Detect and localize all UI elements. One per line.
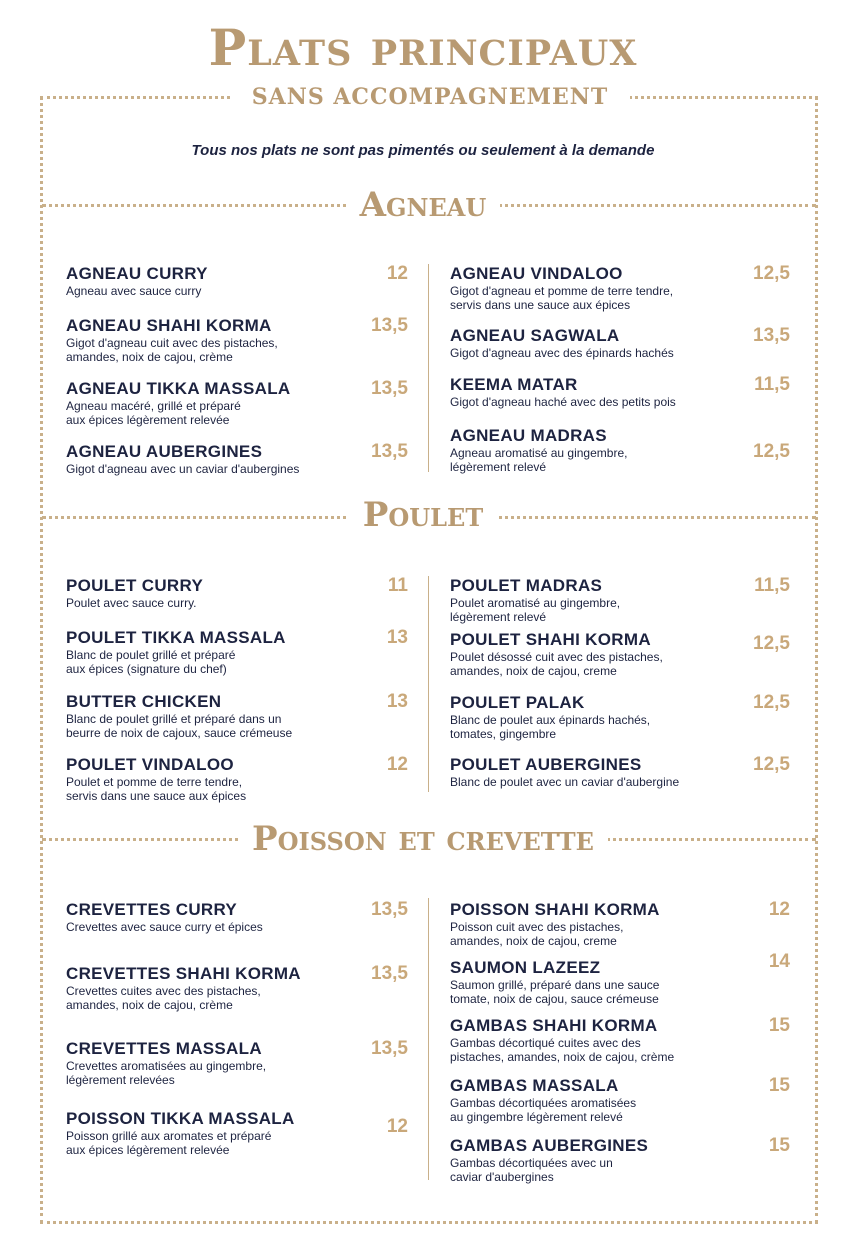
menu-item-price: 13 bbox=[386, 627, 408, 648]
menu-item-price: 11,5 bbox=[754, 374, 790, 395]
menu-item-name: AGNEAU AUBERGINES bbox=[66, 442, 263, 461]
menu-item-name: POISSON SHAHI KORMA bbox=[450, 900, 660, 919]
menu-item-price: 15 bbox=[768, 1015, 790, 1036]
menu-item bbox=[450, 958, 659, 1006]
menu-item-name: POULET CURRY bbox=[66, 576, 204, 595]
column-divider bbox=[428, 264, 429, 472]
menu-item bbox=[66, 1039, 266, 1087]
menu-item-price: 13,5 bbox=[371, 963, 408, 984]
menu-item-description: Agneau avec sauce curry bbox=[66, 284, 202, 298]
menu-item-description: Poisson cuit avec des pistaches, bbox=[450, 920, 624, 934]
menu-item-price: 13,5 bbox=[753, 325, 790, 346]
menu-item-description: aux épices légèrement relevée bbox=[66, 413, 230, 427]
menu-item-name: KEEMA MATAR bbox=[450, 375, 578, 394]
menu-item-description: Gambas décortiquées avec un bbox=[450, 1156, 613, 1170]
menu-item bbox=[66, 692, 292, 740]
menu-item-price: 13,5 bbox=[371, 899, 408, 920]
menu-item-description: tomates, gingembre bbox=[450, 727, 557, 741]
menu-item bbox=[450, 426, 627, 474]
menu-item bbox=[66, 576, 203, 610]
menu-item-name: AGNEAU SAGWALA bbox=[450, 326, 620, 345]
menu-item-price: 12,5 bbox=[753, 754, 790, 775]
menu-item-description: Blanc de poulet grillé et préparé dans un bbox=[66, 712, 282, 726]
menu-item bbox=[66, 442, 299, 476]
menu-item-name: POULET MADRAS bbox=[450, 576, 603, 595]
menu-item-price: 12,5 bbox=[753, 441, 790, 462]
menu-item-price: 12 bbox=[386, 754, 408, 775]
menu-item-name: AGNEAU MADRAS bbox=[450, 426, 607, 445]
menu-item-description: légèrement relevé bbox=[450, 460, 547, 474]
menu-item-name: POULET AUBERGINES bbox=[450, 755, 642, 774]
menu-item bbox=[66, 900, 263, 934]
menu-item-price: 14 bbox=[768, 951, 790, 972]
menu-item-price: 12,5 bbox=[753, 263, 790, 284]
menu-item-name: AGNEAU TIKKA MASSALA bbox=[66, 379, 291, 398]
menu-item-price: 15 bbox=[768, 1135, 790, 1156]
menu-item-description: Poulet aromatisé au gingembre, bbox=[450, 596, 621, 610]
menu-item-description: Gigot d'agneau avec des épinards hachés bbox=[450, 346, 674, 360]
menu-item bbox=[450, 264, 673, 312]
menu-item-price: 13,5 bbox=[371, 315, 408, 336]
menu-item-description: beurre de noix de cajoux, sauce crémeuse bbox=[66, 726, 293, 740]
menu-item-price: 13 bbox=[386, 691, 408, 712]
menu-item bbox=[66, 316, 278, 364]
menu-item-description: Gigot d'agneau et pomme de terre tendre, bbox=[450, 284, 674, 298]
menu-item-price: 11 bbox=[387, 575, 408, 596]
menu-item-description: aux épices légèrement relevée bbox=[66, 1143, 230, 1157]
menu-item bbox=[450, 326, 674, 360]
menu-item bbox=[66, 1109, 295, 1157]
menu-item-price: 11,5 bbox=[754, 575, 790, 596]
section-title-poulet: Poulet bbox=[0, 494, 846, 536]
menu-item-description: Crevettes avec sauce curry et épices bbox=[66, 920, 263, 934]
menu-item-description: Saumon grillé, préparé dans une sauce bbox=[450, 978, 660, 992]
menu-item-description: Blanc de poulet avec un caviar d'aubergine bbox=[450, 775, 680, 789]
menu-item-description: amandes, noix de cajou, crème bbox=[66, 998, 233, 1012]
menu-item-price: 13,5 bbox=[371, 441, 408, 462]
menu-item-description: Crevettes cuites avec des pistaches, bbox=[66, 984, 261, 998]
menu-item-name: GAMBAS SHAHI KORMA bbox=[450, 1016, 658, 1035]
column-divider bbox=[428, 898, 429, 1180]
menu-item-description: Gigot d'agneau avec un caviar d'aubergines bbox=[66, 462, 300, 476]
menu-item-description: Crevettes aromatisées au gingembre, bbox=[66, 1059, 267, 1073]
menu-item-name: GAMBAS MASSALA bbox=[450, 1076, 619, 1095]
menu-item-name: POISSON TIKKA MASSALA bbox=[66, 1109, 295, 1128]
menu-item bbox=[450, 693, 650, 741]
menu-item-price: 12 bbox=[768, 899, 790, 920]
menu-item-price: 15 bbox=[768, 1075, 790, 1096]
menu-item-name: CREVETTES SHAHI KORMA bbox=[66, 964, 301, 983]
menu-item-description: pistaches, amandes, noix de cajou, crème bbox=[450, 1050, 675, 1064]
menu-item bbox=[66, 628, 286, 676]
menu-item bbox=[66, 964, 301, 1012]
menu-item-description: servis dans une sauce aux épices bbox=[450, 298, 631, 312]
menu-item-price: 12 bbox=[386, 263, 408, 284]
menu-item-name: POULET SHAHI KORMA bbox=[450, 630, 651, 649]
page-title: Plats principaux bbox=[208, 18, 638, 77]
menu-item-name: CREVETTES MASSALA bbox=[66, 1039, 262, 1058]
menu-item-description: au gingembre légèrement relevé bbox=[450, 1110, 623, 1124]
menu-item bbox=[450, 755, 679, 789]
menu-item bbox=[450, 576, 620, 624]
menu-item-description: caviar d'aubergines bbox=[450, 1170, 554, 1184]
section-title-poisson: Poisson et crevette bbox=[0, 818, 846, 860]
menu-item-description: tomate, noix de cajou, sauce crémeuse bbox=[450, 992, 659, 1006]
menu-item-name: BUTTER CHICKEN bbox=[66, 692, 222, 711]
menu-item-description: Blanc de poulet aux épinards hachés, bbox=[450, 713, 651, 727]
menu-item-description: Agneau macéré, grillé et préparé bbox=[66, 399, 241, 413]
menu-item-description: aux épices (signature du chef) bbox=[66, 662, 227, 676]
section-title-agneau: Agneau bbox=[0, 184, 846, 226]
menu-item-price: 13,5 bbox=[371, 378, 408, 399]
page-subtitle: SANS ACCOMPAGNEMENT bbox=[230, 82, 630, 112]
menu-item-description: Blanc de poulet grillé et préparé bbox=[66, 648, 236, 662]
menu-item bbox=[450, 900, 660, 948]
menu-item-name: POULET TIKKA MASSALA bbox=[66, 628, 286, 647]
menu-item-price: 12,5 bbox=[753, 633, 790, 654]
menu-item-description: légèrement relevé bbox=[450, 610, 547, 624]
menu-item-description: Poulet et pomme de terre tendre, bbox=[66, 775, 243, 789]
menu-item-description: amandes, noix de cajou, creme bbox=[450, 934, 617, 948]
menu-item-description: amandes, noix de cajou, crème bbox=[66, 350, 233, 364]
column-divider bbox=[428, 576, 429, 792]
menu-item-name: GAMBAS AUBERGINES bbox=[450, 1136, 649, 1155]
menu-item-description: Poulet avec sauce curry. bbox=[66, 596, 197, 610]
menu-item-price: 12,5 bbox=[753, 692, 790, 713]
menu-item bbox=[450, 1016, 674, 1064]
menu-item-description: Agneau aromatisé au gingembre, bbox=[450, 446, 628, 460]
menu-item bbox=[450, 375, 676, 409]
menu-item-description: servis dans une sauce aux épices bbox=[66, 789, 247, 803]
menu-item-description: Poisson grillé aux aromates et préparé bbox=[66, 1129, 272, 1143]
spice-note: Tous nos plats ne sont pas pimentés ou seulement à la demande bbox=[191, 142, 655, 159]
menu-item-description: Gambas décortiquées aromatisées bbox=[450, 1096, 637, 1110]
menu-item-name: SAUMON LAZEEZ bbox=[450, 958, 601, 977]
menu-item-name: CREVETTES CURRY bbox=[66, 900, 238, 919]
menu-item bbox=[450, 1136, 648, 1184]
menu-item bbox=[450, 1076, 636, 1124]
menu-item-description: Gigot d'agneau haché avec des petits pois bbox=[450, 395, 676, 409]
menu-item bbox=[66, 379, 290, 427]
menu-item bbox=[66, 264, 208, 298]
menu-item-description: légèrement relevées bbox=[66, 1073, 175, 1087]
menu-item-description: amandes, noix de cajou, creme bbox=[450, 664, 617, 678]
menu-item-price: 12 bbox=[386, 1116, 408, 1137]
menu-item bbox=[450, 630, 663, 678]
menu-item-name: AGNEAU CURRY bbox=[66, 264, 208, 283]
menu-item-name: POULET VINDALOO bbox=[66, 755, 234, 774]
menu-item-description: Poulet désossé cuit avec des pistaches, bbox=[450, 650, 663, 664]
menu-item-price: 13,5 bbox=[371, 1038, 408, 1059]
menu-item bbox=[66, 755, 246, 803]
menu-item-name: AGNEAU VINDALOO bbox=[450, 264, 623, 283]
menu-item-name: POULET PALAK bbox=[450, 693, 585, 712]
menu-item-description: Gigot d'agneau cuit avec des pistaches, bbox=[66, 336, 278, 350]
menu-item-name: AGNEAU SHAHI KORMA bbox=[66, 316, 272, 335]
menu-item-description: Gambas décortiqué cuites avec des bbox=[450, 1036, 641, 1050]
